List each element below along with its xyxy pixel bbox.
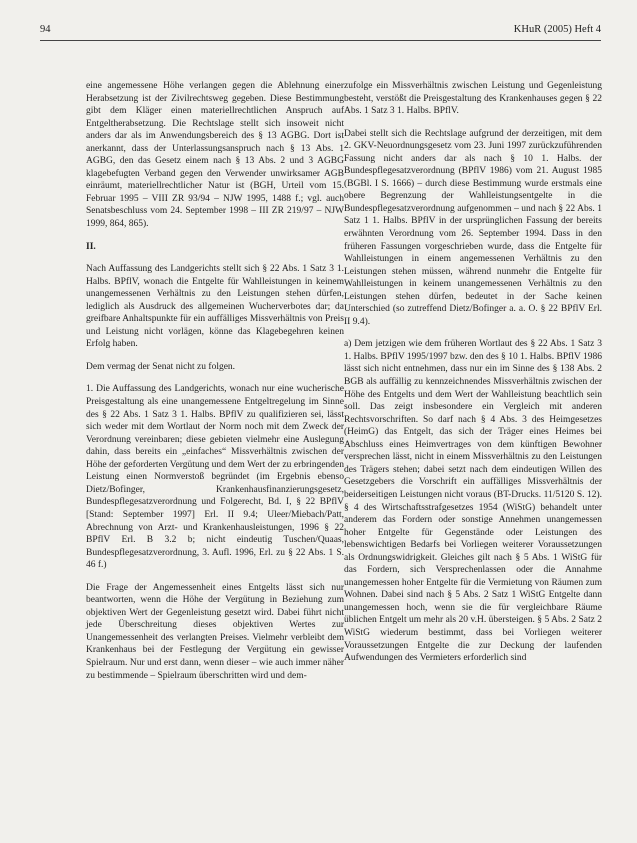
journal-reference: KHuR (2005) Heft 4: [513, 24, 601, 35]
paragraph: Nach Auffassung des Landgerichts stellt sich § 22 Abs. 1 Satz 3 1. Halbs. BPflV, wonach die Entgelte für Wahlleistungen in keinem unangemessenen Verhältnis zu den Leistungen stehen dürfen, lediglich als Ausdruck des allgemeinen Wucherverbotes dar; da greifbare Anhaltspunkte für ein auffälliges Missverhältnis von Preis und Leistung nicht vorlägen, könne das Klagebegehren keinen Erfolg haben.: [86, 264, 344, 350]
paragraph: Dabei stellt sich die Rechtslage aufgrund der derzeitigen, mit dem 2. GKV-Neuordnungsgesetz vom 23. Juni 1997 zurückzuführenden Fassung nicht anders dar als nach § 10 1. Halbs. der Bundespflegesatzverordnung (BPflV 1986) vom 21. August 1985 (BGBl. I S. 1666) – durch diese Bestimmung wurde erstmals eine obere Begrenzung der Wahlleistungsentgelte in die Bundespflegesatzverordnung aufgenommen – und nach § 22 Abs. 1 Satz 1 1. Halbs. BPflV in der ursprünglichen Fassung der bereits erwähnten Verordnung vom 26. September 1994. Dass in den früheren Fassungen vorgeschrieben wurde, dass die Entgelte für Wahlleistungen in einem angemessenen Verhältnis zu den Leistungen stehen müssen, während nunmehr die Entgelte für Wahlleistungen in keinem unangemessenen Verhältnis zu den Leistungen stehen dürfen, bedeutet in der Sache keinen Unterschied (so zutreffend Dietz/Bofinger a. a. O. § 22 BPflV Erl. II 9.4).: [344, 128, 602, 327]
paragraph: a) Dem jetzigen wie dem früheren Wortlaut des § 22 Abs. 1 Satz 3 1. Halbs. BPflV 1995/1997 bzw. den des § 10 1. Halbs. BPflV 1986 lässt sich nicht entnehmen, dass nur ein im Sinne des § 138 Abs. 2 BGB als auffällig zu kennzeichnendes Missverhältnis zwischen der Höhe des Entgelts und dem Wert der Wahlleistung beachtlich sein soll. Das zeigt insbesondere ein Vergleich mit anderen Rechtsvorschriften. So darf nach § 4 Abs. 3 des Heimgesetzes (HeimG) das Entgelt, das sich der Träger eines Heimes bei Abschluss eines Heimvertrages von dem künftigen Bewohner versprechen lässt, nicht in einem Missverhältnis zu den Leistungen des Trägers stehen; dabei setzt nach dem eindeutigen Willen des Gesetzgebers die Vorschrift ein auffälliges Missverhältnis der beiderseitigen Leistungen nicht voraus (BT-Drucks. 11/5120 S. 12). § 4 des Wirtschaftsstrafgesetzes 1954 (WiStG) behandelt unter anderem das Fordern oder sonstige Annehmen unangemessen hoher Entgelte für Gegenstände oder Leistungen des lebenswichtigen Bedarfs bei Vorliegen weiterer Voraussetzungen als Ordnungswidrigkeit. Gleiches gilt nach § 5 Abs. 1 WiStG für das Fordern, sich Versprechenlassen oder die Annahme unangemessen hoher Entgelte für die Vermietung von Räumen zum Wohnen. Dabei sind nach § 5 Abs. 2 Satz 1 WiStG Entgelte dann unangemessen hoch, wenn sie die für vergleichbare Räume üblichen Entgelt um mehr als 20 v.H. übersteigen. § 5 Abs. 2 Satz 2 WiStG wiederum bestimmt, dass bei Vorliegen weiterer Voraussetzungen Entgelte die zur Deckung der laufenden Aufwendungen des Vermieters erforderlich sind: [344, 339, 602, 664]
section-heading: II.: [86, 241, 96, 252]
left-column: [86, 80, 344, 692]
page-header: [40, 24, 601, 41]
right-column: [344, 80, 602, 675]
paragraph: Dem vermag der Senat nicht zu folgen.: [86, 361, 236, 372]
paragraph: zufolge ein Missverhältnis zwischen Leistung und Gegenleistung besteht, verstößt die Preisgestaltung des Krankenhauses gegen § 22 Abs. 1 Satz 3 1. Halbs. BPflV.: [344, 81, 602, 117]
paragraph: Die Frage der Angemessenheit eines Entgelts lässt sich nur beantworten, wenn die Höhe der Vergütung in Beziehung zum objektiven Wert der Gegenleistung gesetzt wird. Dabei führt nicht jede Überschreitung dieses objektiven Wertes zur Unangemessenheit des verlangten Preises. Vielmehr verbleibt dem Krankenhaus bei der Festlegung der Vergütung ein gewisser Spielraum. Nur und erst dann, wenn dieser – wie auch immer näher zu bestimmende – Spielraum überschritten wird und dem-: [86, 582, 344, 681]
paragraph: eine angemessene Höhe verlangen gegen die Ablehnung einer Herabsetzung ist der Zivilrechtsweg gegeben. Diese Bestimmung gibt dem Kläger einen materiellrechtlichen Anspruch auf Entgeltherabsetzung. Die Rechtslage stellt sich insoweit nicht anders dar als im Anwendungsbereich des § 13 AGBG. Dort ist anerkannt, dass der Unterlassungsanspruch nach § 13 Abs. 1 AGBG, den das Gesetz einem nach § 13 Abs. 2 und 3 AGBG klagebefugten Verband gegen den Verwender unwirksamer AGB einräumt, materiellrechtlicher Natur ist (BGH, Urteil vom 15. Februar 1995 – VIII ZR 93/94 – NJW 1995, 1488 f.; vgl. auch Senatsbeschluss vom 24. September 1998 – III ZR 219/97 – NJW 1999, 864, 865).: [86, 81, 344, 230]
page-number: 94: [40, 24, 51, 35]
paragraph: 1. Die Auffassung des Landgerichts, wonach nur eine wucherische Preisgestaltung als eine unangemessene Entgeltregelung im Sinne des § 22 Abs. 1 Satz 3 1. Halbs. BPflV zu qualifizieren sei, lässt sich weder mit dem Wortlaut der Norm noch mit dem Zweck der Verordnung vereinbaren; diese gebieten vielmehr eine Auslegung dahin, dass bereits ein „einfaches“ Missverhältnis zwischen der Höhe der geforderten Vergütung und dem Wert der zu erbringenden Leistung einen Normverstoß begründet (im Ergebnis ebenso Dietz/Bofinger, Krankenhausfinanzierungsgesetz, Bundespflegesatzverordnung und Folgerecht, Bd. I, § 22 BPflV [Stand: September 1997] Erl. II 9.4; Uleer/Miebach/Patt, Abrechnung von Arzt- und Krankenhausleistungen, 1996 § 22 BPflV Erl. B 3.2 b; nicht eindeutig Tuschen/Quaas, Bundespflegesatzverordnung, 3. Aufl. 1996, Erl. zu § 22 Abs. 1 S. 46 f.): [86, 384, 344, 571]
